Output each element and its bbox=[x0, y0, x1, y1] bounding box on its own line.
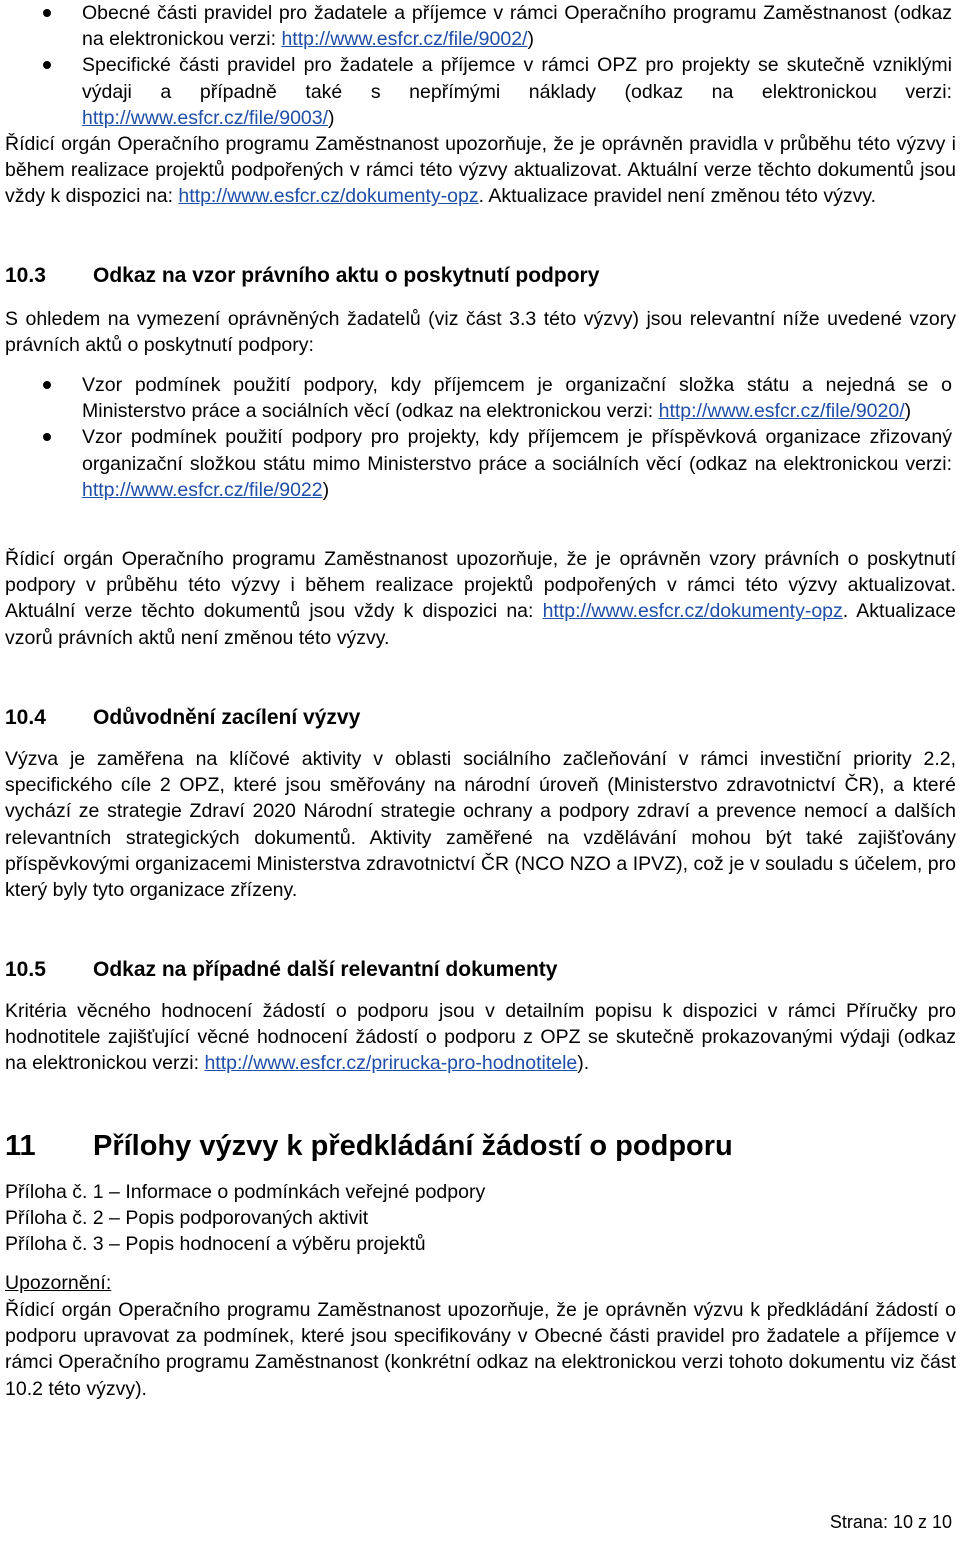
section-heading-10-4 bbox=[5, 706, 956, 730]
bullet-icon bbox=[43, 9, 51, 17]
section-heading-10-3 bbox=[5, 264, 956, 288]
bullet-icon bbox=[43, 381, 51, 389]
section-heading-11 bbox=[5, 1130, 956, 1163]
bullet-text: Specifické části pravidel pro žadatele a příjemce v rámci OPZ pro projekty se skutečně vzniklými výdaji a případně také s nepřímými náklady (odkaz na elektronickou verzi: bbox=[82, 54, 952, 103]
notice-paragraph: Řídicí orgán Operačního programu Zaměstnanost upozorňuje, že je oprávněn výzvu k předkládání žádostí o podporu upravovat za podmínek, které jsou specifikovány v Obecné části pravidel pro žadatele a příjemce v rámci Operačního programu Zaměstnanost (konkrétní odkaz na elektronickou verzi tohoto dokumentu viz část 10.2 této výzvy). bbox=[5, 1299, 956, 1400]
paragraph-text-end: . Aktualizace vzorů právních aktů není změnou této výzvy. bbox=[5, 600, 956, 649]
section-title: Odkaz na vzor právního aktu o poskytnutí podpory bbox=[93, 264, 600, 287]
templates-update-paragraph bbox=[5, 546, 956, 651]
link-dokumenty-opz-2[interactable]: http://www.esfcr.cz/dokumenty-opz bbox=[542, 600, 843, 623]
paragraph-text-end: . Aktualizace pravidel není změnou této výzvy. bbox=[478, 185, 877, 208]
section-10-3-intro: S ohledem na vymezení oprávněných žadatelů (viz část 3.3 této výzvy) jsou relevantní níže uvedené vzory právních aktů o poskytnutí podpory: bbox=[5, 308, 956, 357]
bullet-text-end: ) bbox=[527, 28, 534, 51]
link-dokumenty-opz[interactable]: http://www.esfcr.cz/dokumenty-opz bbox=[178, 185, 479, 208]
bullet-text: Obecné části pravidel pro žadatele a příjemce v rámci Operačního programu Zaměstnanost (odkaz na elektronickou verzi: bbox=[82, 2, 952, 51]
bullet-text-end: ) bbox=[904, 400, 912, 423]
section-number: 11 bbox=[5, 1130, 36, 1162]
paragraph-text-end: ). bbox=[577, 1052, 590, 1075]
bullet-icon bbox=[43, 433, 51, 441]
list-item bbox=[5, 52, 956, 131]
link-file-9020[interactable]: http://www.esfcr.cz/file/9020/ bbox=[658, 400, 905, 423]
section-10-5-paragraph bbox=[5, 998, 956, 1077]
bullet-text-end: ) bbox=[322, 478, 330, 501]
section-title: Přílohy výzvy k předkládání žádostí o podporu bbox=[93, 1130, 733, 1162]
page-number: Strana: 10 z 10 bbox=[829, 1512, 952, 1532]
attachment-item-2: Příloha č. 2 – Popis podporovaných aktivit bbox=[5, 1207, 369, 1230]
paragraph-text: Řídicí orgán Operačního programu Zaměstnanost upozorňuje, že je oprávněn vzory právních o poskytnutí podpory v průběhu této výzvy i během realizace projektů podpořených v rámci této výzvy aktualizovat. Aktuální verze těchto dokumentů jsou vždy k dispozici na: bbox=[5, 548, 956, 623]
list-item bbox=[5, 372, 956, 424]
paragraph-text: Kritéria věcného hodnocení žádostí o podporu jsou v detailním popisu k dispozici v rámci Příručky pro hodnotitele zajišťující věcné hodnocení žádostí o podporu z OPZ se skutečně prokazovanými výdaji (odkaz na elektronickou verzi: bbox=[5, 1000, 956, 1075]
list-item bbox=[5, 0, 956, 52]
section-number: 10.3 bbox=[5, 264, 46, 287]
bullet-icon bbox=[43, 61, 51, 69]
top-bullet-list bbox=[5, 0, 956, 131]
bullet-text-end: ) bbox=[328, 106, 335, 129]
link-prirucka-pro-hodnotitele[interactable]: http://www.esfcr.cz/prirucka-pro-hodnotitele bbox=[204, 1052, 578, 1075]
section-number: 10.4 bbox=[5, 706, 46, 729]
attachment-item-1: Příloha č. 1 – Informace o podmínkách veřejné podpory bbox=[5, 1181, 486, 1203]
list-item bbox=[5, 424, 956, 503]
attachment-item-3: Příloha č. 3 – Popis hodnocení a výběru projektů bbox=[5, 1233, 426, 1256]
section-10-4-paragraph: Výzva je zaměřena na klíčové aktivity v oblasti sociálního začleňování v rámci investiční priority 2.2, specifického cíle 2 OPZ, které jsou směřovány na národní úroveň (Ministerstvo zdravotnictví ČR), a které vychází ze strategie Zdraví 2020 Národní strategie ochrany a podpory zdraví a prevence nemocí a dalších relevantních strategických dokumentů. Aktivity zaměřené na vzdělávání mohou být také zajišťovány příspěvkovými organizacemi Ministerstva zdravotnictví ČR (NCO NZO a IPVZ), což je v souladu s účelem, pro který byly tyto organizace zřízeny. bbox=[5, 748, 956, 902]
notice-label: Upozornění: bbox=[5, 1272, 112, 1294]
section-number: 10.5 bbox=[5, 958, 46, 981]
section-title: Odůvodnění zacílení výzvy bbox=[93, 706, 361, 729]
link-file-9002[interactable]: http://www.esfcr.cz/file/9002/ bbox=[281, 28, 528, 51]
attachments-list bbox=[5, 1179, 956, 1258]
link-file-9022[interactable]: http://www.esfcr.cz/file/9022 bbox=[82, 478, 323, 501]
legal-act-bullet-list bbox=[5, 372, 956, 503]
rules-update-paragraph bbox=[5, 131, 956, 210]
bullet-text: Vzor podmínek použití podpory pro projekty, kdy příjemcem je příspěvková organizace zřizovaný organizační složkou státu mimo Ministerstvo práce a sociálních věcí (odkaz na elektronickou verzi: bbox=[82, 426, 952, 475]
link-file-9003[interactable]: http://www.esfcr.cz/file/9003/ bbox=[82, 106, 329, 129]
bullet-text: Vzor podmínek použití podpory, kdy příjemcem je organizační složka státu a nejedná se o Ministerstvo práce a sociálních věcí (odkaz na elektronickou verzi: bbox=[82, 374, 952, 423]
section-heading-10-5 bbox=[5, 958, 956, 982]
section-title: Odkaz na případné další relevantní dokumenty bbox=[93, 958, 558, 981]
paragraph-text: Řídicí orgán Operačního programu Zaměstnanost upozorňuje, že je oprávněn pravidla v průběhu této výzvy i během realizace projektů podpořených v rámci této výzvy aktualizovat. Aktuální verze těchto dokumentů jsou vždy k dispozici na: bbox=[5, 133, 956, 208]
